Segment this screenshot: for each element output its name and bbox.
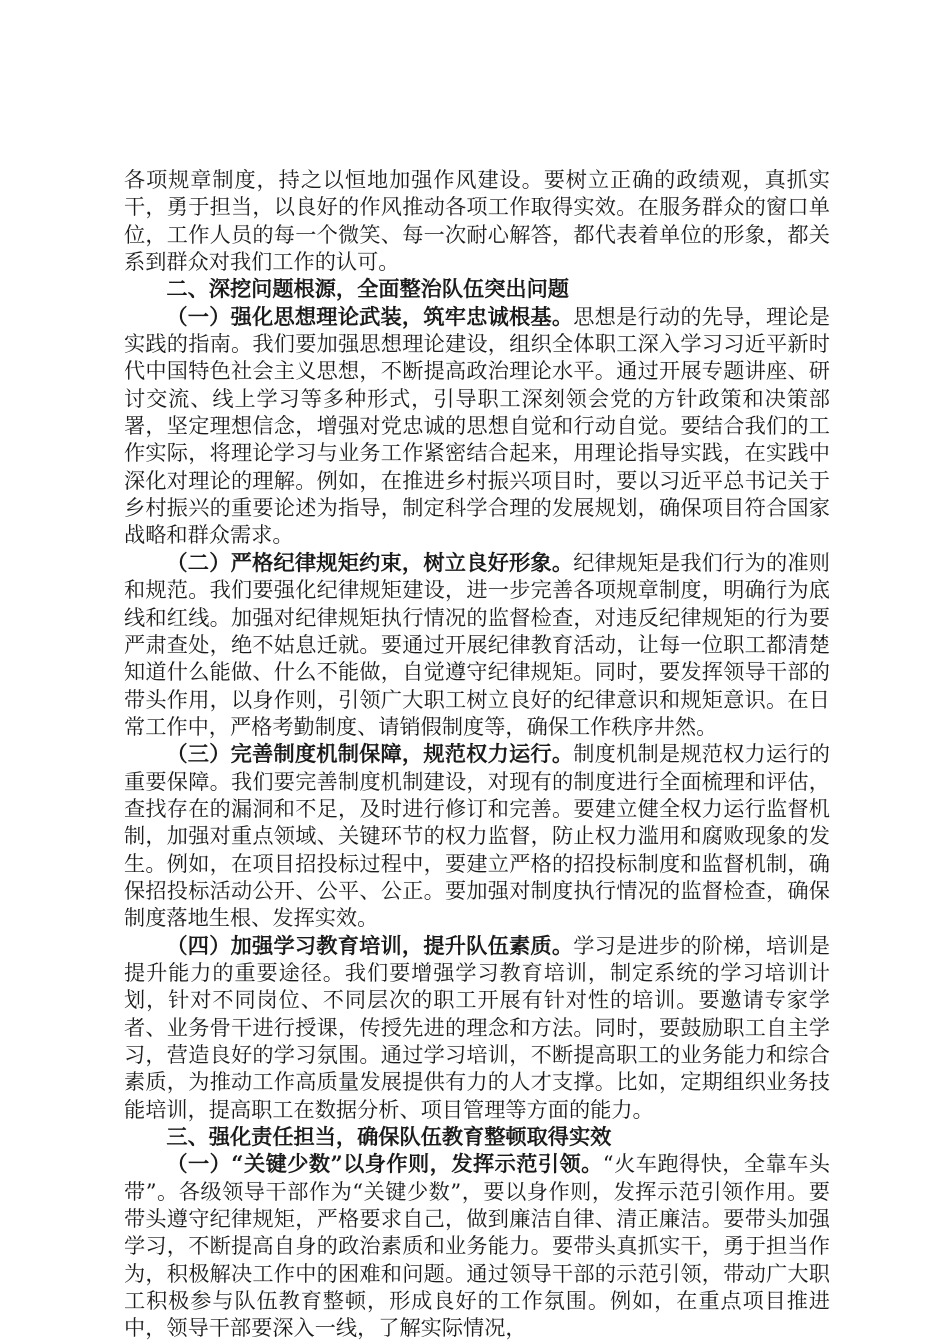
subsection-lead: （二）严格纪律规矩约束，树立良好形象。 (166, 549, 574, 575)
section-heading-two (124, 275, 830, 302)
document-body (124, 166, 830, 1342)
subsection-text: “火车跑得快，全靠车头带”。各级领导干部作为“关键少数”，要以身作则，发挥示范引领作用。要带头遵守纪律规矩，严格要求自己，做到廉洁自律、清正廉洁。要带头加强学习，不断提高自身的政治素质和业务能力。要带头真抓实干，勇于担当作为，积极解决工作中的困难和问题。通过领导干部的示范引领，带动广大职工积极参与队伍教育整顿，形成良好的工作氛围。例如，在重点项目推进中，领导干部要深入一线，了解实际情况， (124, 1151, 830, 1341)
subsection-one-of-two (124, 303, 830, 549)
subsection-text: 学习是进步的阶梯，培训是提升能力的重要途径。我们要增强学习教育培训，制定系统的学习培训计划，针对不同岗位、不同层次的职工开展有针对性的培训。要邀请专家学者、业务骨干进行授课，传授先进的理念和方法。同时，要鼓励职工自主学习，营造良好的学习氛围。通过学习培训，不断提高职工的业务能力和综合素质，为推动工作高质量发展提供有力的人才支撑。比如，定期组织业务技能培训，提高职工在数据分析、项目管理等方面的能力。 (124, 932, 830, 1122)
section-heading-text: 三、强化责任担当，确保队伍教育整顿取得实效 (166, 1124, 612, 1150)
subsection-lead: （三）完善制度机制保障，规范权力运行。 (166, 741, 574, 767)
subsection-one-of-three (124, 1150, 830, 1341)
paragraph-body-continuation (124, 166, 830, 275)
subsection-text: 思想是行动的先导，理论是实践的指南。我们要加强思想理论建设，组织全体职工深入学习习近平新时代中国特色社会主义思想，不断提高政治理论水平。通过开展专题讲座、研讨交流、线上学习等多种形式，引导职工深刻领会党的方针政策和决策部署，坚定理想信念，增强对党忠诚的思想自觉和行动自觉。要结合我们的工作实际，将理论学习与业务工作紧密结合起来，用理论指导实践，在实践中深化对理论的理解。例如，在推进乡村振兴项目时，要以习近平总书记关于乡村振兴的重要论述为指导，制定科学合理的发展规划，确保项目符合国家战略和群众需求。 (124, 303, 830, 548)
subsection-lead: （四）加强学习教育培训，提升队伍素质。 (166, 932, 574, 958)
subsection-text: 制度机制是规范权力运行的重要保障。我们要完善制度机制建设，对现有的制度进行全面梳理和评估，查找存在的漏洞和不足，及时进行修订和完善。要建立健全权力运行监督机制，加强对重点领域、关键环节的权力监督，防止权力滥用和腐败现象的发生。例如，在项目招投标过程中，要建立严格的招投标制度和监督机制，确保招投标活动公开、公平、公正。要加强对制度执行情况的监督检查，确保制度落地生根、发挥实效。 (124, 741, 830, 931)
subsection-text: 纪律规矩是我们行为的准则和规范。我们要强化纪律规矩建设，进一步完善各项规章制度，明确行为底线和红线。加强对纪律规矩执行情况的监督检查，对违反纪律规矩的行为要严肃查处，绝不姑息迁就。要通过开展纪律教育活动，让每一位职工都清楚知道什么能做、什么不能做，自觉遵守纪律规矩。同时，要发挥领导干部的带头作用，以身作则，引领广大职工树立良好的纪律意识和规矩意识。在日常工作中，严格考勤制度、请销假制度等，确保工作秩序井然。 (124, 549, 830, 739)
subsection-three-of-two (124, 740, 830, 931)
subsection-lead: （一）“关键少数”以身作则，发挥示范引领。 (166, 1151, 603, 1177)
subsection-four-of-two (124, 932, 830, 1123)
section-heading-three (124, 1123, 830, 1150)
paragraph-text: 各项规章制度，持之以恒地加强作风建设。要树立正确的政绩观，真抓实干，勇于担当，以良好的作风推动各项工作取得实效。在服务群众的窗口单位，工作人员的每一个微笑、每一次耐心解答，都代表着单位的形象，都关系到群众对我们工作的认可。 (124, 167, 830, 275)
subsection-lead: （一）强化思想理论武装，筑牢忠诚根基。 (166, 303, 574, 329)
section-heading-text: 二、深挖问题根源，全面整治队伍突出问题 (166, 276, 569, 302)
subsection-two-of-two (124, 549, 830, 740)
